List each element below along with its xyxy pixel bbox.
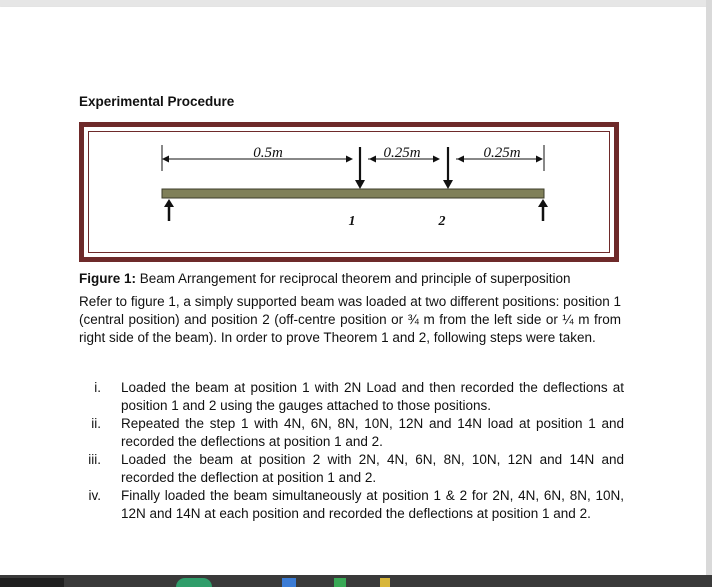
- list-item: [79, 487, 624, 523]
- list-item-text: Repeated the step 1 with 4N, 6N, 8N, 10N, 12N and 14N load at position 1 and recorded the deflections at position 1 and 2.: [121, 416, 624, 449]
- list-item: [79, 451, 624, 487]
- load-arrow-1-head: [355, 180, 365, 189]
- beam-diagram-svg: [84, 127, 614, 257]
- steps-list: [79, 379, 624, 523]
- mail-icon[interactable]: [282, 578, 296, 587]
- body-paragraph: Refer to figure 1, a simply supported beam was loaded at two different positions: position 1 (central position) and position 2 (off-centre position or ¾ m from the left side or ¼ m from right side of the beam). In order to prove Theorem 1 and 2, following steps were taken.: [79, 294, 621, 345]
- list-item-number: iv.: [88, 488, 101, 503]
- vertical-scrollbar[interactable]: [706, 0, 712, 575]
- list-item-number: ii.: [91, 416, 101, 431]
- list-item-number: i.: [94, 380, 101, 395]
- list-item-number: iii.: [88, 452, 101, 467]
- list-item: [79, 379, 624, 415]
- list-item-text: Loaded the beam at position 2 with 2N, 4N, 6N, 8N, 10N, 12N and 14N and recorded the deflection at position 1 and 2.: [121, 452, 624, 485]
- section-heading: Experimental Procedure: [79, 94, 235, 109]
- list-item-text: Loaded the beam at position 1 with 2N Load and then recorded the deflections at position 1 and 2 using the gauges attached to those positions.: [121, 380, 624, 413]
- position-label-2: 2: [438, 214, 446, 229]
- dimension-label-1: 0.5m: [253, 145, 283, 161]
- beam: [162, 189, 544, 198]
- figure-caption: [79, 270, 624, 287]
- list-item: [79, 415, 624, 451]
- app-icon[interactable]: [334, 578, 346, 587]
- load-arrow-2-head: [443, 180, 453, 189]
- taskbar: [0, 575, 712, 587]
- caption-text: Beam Arrangement for reciprocal theorem and principle of superposition: [136, 271, 571, 286]
- caption-label: Figure 1:: [79, 271, 137, 286]
- browser-icon[interactable]: [176, 578, 212, 587]
- folder-icon[interactable]: [380, 578, 390, 587]
- position-label-1: 1: [348, 214, 356, 229]
- dimension-label-2: 0.25m: [383, 145, 421, 161]
- support-left-arrowhead: [164, 199, 174, 207]
- list-item-text: Finally loaded the beam simultaneously at position 1 & 2 for 2N, 4N, 6N, 8N, 10N, 12N and 14N at each position and recorded the deflections at position 1 and 2.: [121, 488, 624, 521]
- support-right-arrowhead: [538, 199, 548, 207]
- start-button[interactable]: [0, 578, 64, 587]
- dimension-label-3: 0.25m: [483, 145, 521, 161]
- figure-beam-diagram: [79, 122, 619, 262]
